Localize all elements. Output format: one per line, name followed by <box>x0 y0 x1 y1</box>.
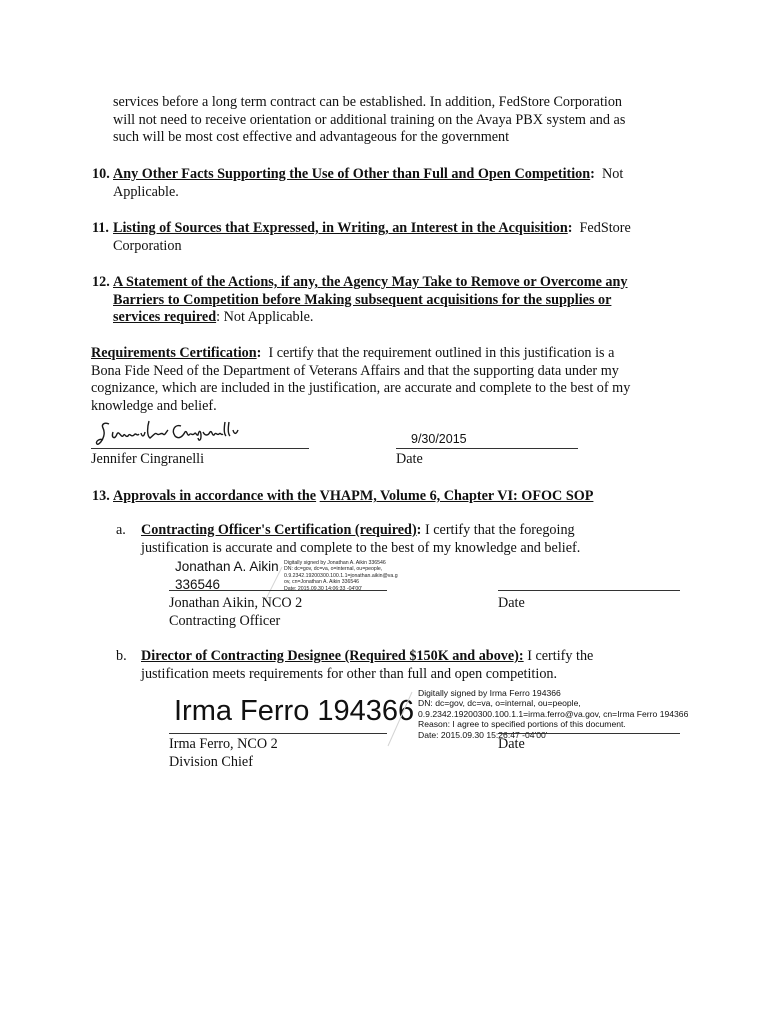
requirements-line: Bona Fide Need of the Department of Veterans Affairs and that the supporting data under my <box>91 362 619 379</box>
sig-detail: DN: dc=gov, dc=va, o=internal, ou=people, <box>418 698 581 709</box>
item-11-number: 11. <box>92 220 109 236</box>
item-13a <box>141 522 580 557</box>
requirements-colon: : <box>256 345 262 361</box>
item-11 <box>113 220 631 255</box>
date-value: 9/30/2015 <box>411 432 467 446</box>
item-13b-text-cont: justification meets requirements for other than full and open competition. <box>141 665 558 682</box>
date-line <box>396 448 578 449</box>
item-10-text-cont: Applicable. <box>113 183 179 200</box>
sig-detail: Digitally signed by Irma Ferro 194366 <box>418 688 561 698</box>
item-13a-letter: a. <box>116 522 126 538</box>
sig-detail: 0.9.2342.19200300.100.1.1=irma.ferro@va.gov, cn=Irma Ferro 194366 <box>418 708 689 719</box>
item-13 <box>113 488 593 506</box>
item-11-heading: Listing of Sources that Expressed, in Writing, an Interest in the Acquisition <box>113 220 568 236</box>
sig-detail: Date: 2015.09.30 15:26:47 -04'00' <box>418 729 548 740</box>
signer-title-irma: Division Chief <box>169 753 253 770</box>
signer-title-jonathan: Contracting Officer <box>169 612 281 629</box>
date-line <box>498 590 680 591</box>
date-label: Date <box>396 451 423 467</box>
requirements-certification <box>91 345 630 415</box>
item-13b <box>141 648 593 683</box>
item-11-colon: : <box>567 220 573 236</box>
signature-line <box>169 733 387 734</box>
item-13a-text-cont: justification is accurate and complete to the best of my knowledge and belief. <box>141 539 581 556</box>
handwritten-signature <box>95 418 245 452</box>
intro-line: will not need to receive orientation or additional training on the Avaya PBX system and as <box>113 111 626 128</box>
item-12-heading-line3: services required <box>113 309 217 326</box>
item-12-number: 12. <box>92 274 110 290</box>
intro-line: such will be most cost effective and advantageous for the government <box>113 129 510 146</box>
requirements-line: knowledge and belief. <box>91 397 217 414</box>
signature-line <box>91 448 309 449</box>
signer-name-irma: Irma Ferro, NCO 2 <box>169 736 278 752</box>
item-13-heading: Approvals in accordance with the <box>113 488 317 504</box>
sig-detail: Digitally signed by Jonathan A. Aikin 336546 <box>284 560 386 566</box>
requirements-line: cognizance, which are included in the justification, are accurate and complete to the best of my <box>91 380 631 397</box>
requirements-line: I certify that the requirement outlined in this justification is a <box>268 345 615 361</box>
item-11-text: FedStore <box>579 220 631 236</box>
item-12 <box>113 274 628 327</box>
signature-seal-mark-icon <box>382 690 416 748</box>
digital-signature-name-line1: Jonathan A. Aikin <box>175 559 279 574</box>
intro-paragraph <box>113 94 625 147</box>
sig-detail: ov, cn=Jonathan A. Aikin 336546 <box>284 579 360 586</box>
digital-signature-name-line2: 336546 <box>175 577 221 592</box>
item-10-heading: Any Other Facts Supporting the Use of Other than Full and Open Competition <box>113 166 591 182</box>
signer-name-jennifer: Jennifer Cingranelli <box>91 451 205 467</box>
item-13a-heading: Contracting Officer's Certification (required) <box>141 522 417 538</box>
item-11-text-cont: Corporation <box>113 237 182 254</box>
item-10-colon: : <box>590 166 595 182</box>
item-10 <box>113 166 623 201</box>
requirements-heading: Requirements Certification <box>91 345 257 361</box>
item-13a-colon: : <box>416 522 422 538</box>
digital-signature-details <box>284 560 398 592</box>
item-10-text: Not <box>602 166 624 182</box>
item-13-number: 13. <box>92 488 110 504</box>
item-13b-letter: b. <box>116 648 127 664</box>
item-13b-heading: Director of Contracting Designee (Required $150K and above): <box>141 648 524 664</box>
date-label: Date <box>498 595 525 611</box>
intro-line: services before a long term contract can be established. In addition, FedStore Corporation <box>113 94 623 110</box>
sig-detail: 0.9.2342.19200300.100.1.1=jonathan.aikin@va.g <box>284 572 398 579</box>
digital-signature-name: Irma Ferro 194366 <box>174 695 415 727</box>
date-line <box>498 733 680 734</box>
item-12-heading-line1: A Statement of the Actions, if any, the Agency May Take to Remove or Overcome any <box>113 274 628 290</box>
date-label: Date <box>498 736 525 752</box>
sig-detail: Reason: I agree to specified portions of this document. <box>418 719 626 730</box>
signature-line <box>169 590 387 591</box>
signer-name-jonathan: Jonathan Aikin, NCO 2 <box>169 595 303 611</box>
item-10-number: 10. <box>92 166 110 182</box>
item-12-text: : Not Applicable. <box>216 309 314 326</box>
item-13b-text: I certify the <box>527 648 594 664</box>
sig-detail: DN: dc=gov, dc=va, o=internal, ou=people, <box>284 566 383 573</box>
item-13a-text: I certify that the foregoing <box>424 522 575 538</box>
item-13-heading-ref: VHAPM, Volume 6, Chapter VI: OFOC SOP <box>319 488 594 504</box>
item-12-heading-line2: Barriers to Competition before Making subsequent acquisitions for the supplies or <box>113 291 612 308</box>
signer-block-jonathan <box>169 595 302 630</box>
signer-block-irma <box>169 736 278 771</box>
sig-detail: Date: 2015.09.30 14:06:33 -04'00' <box>284 585 363 592</box>
